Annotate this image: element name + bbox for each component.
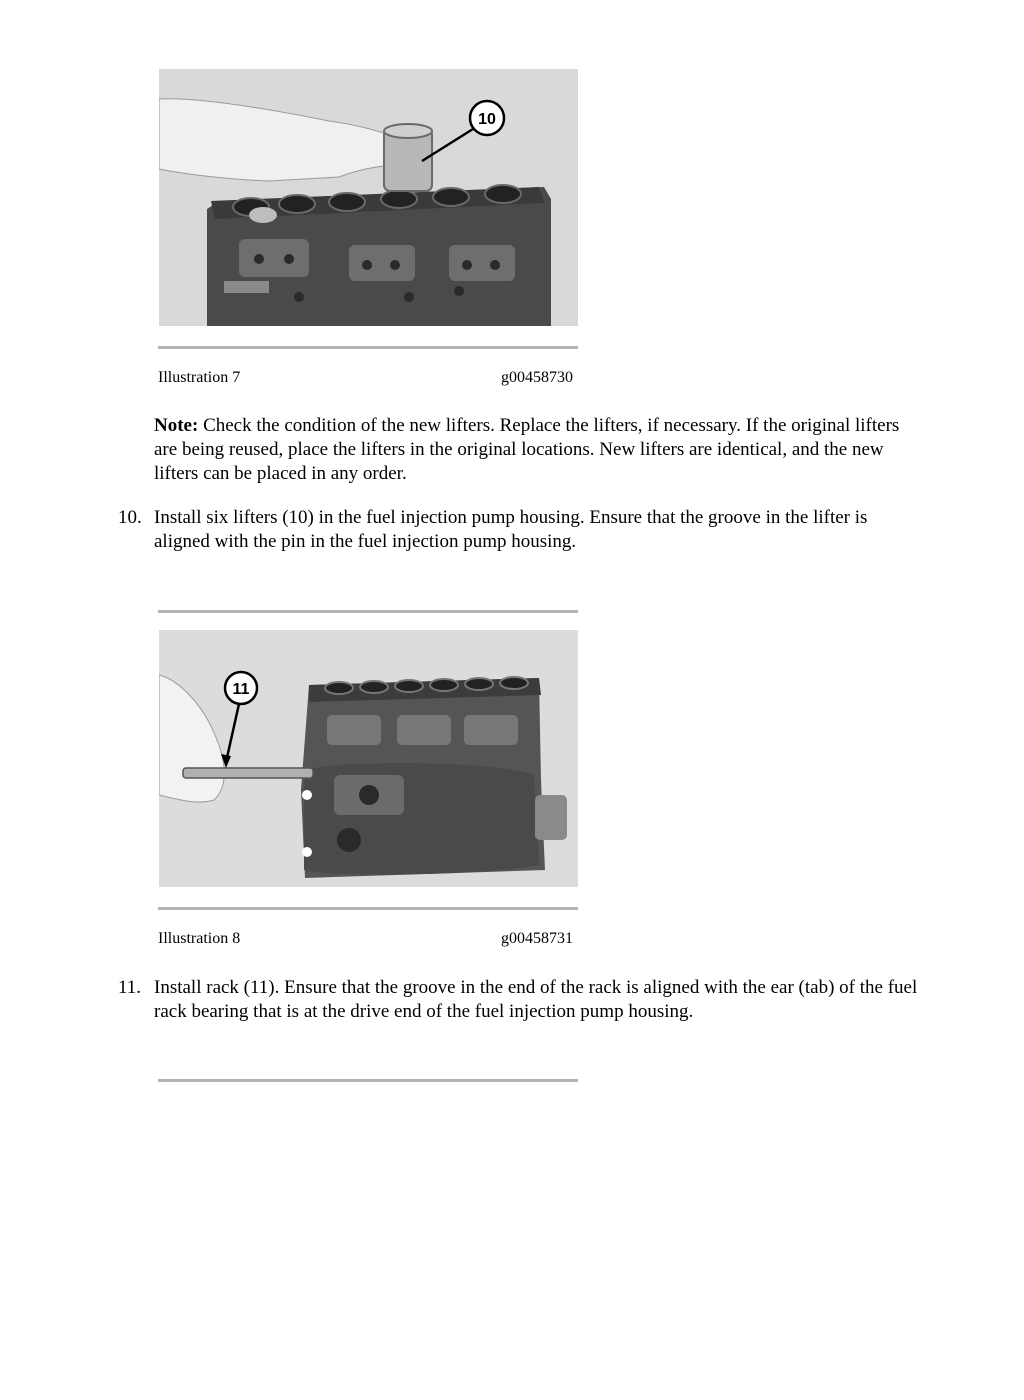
step-10-number: 10. [118,507,142,528]
illustration-8-label: Illustration 8 [158,930,241,947]
illustration-7-code: g00458730 [501,369,573,386]
callout-10-label: 10 [478,111,496,128]
note-paragraph [154,414,924,486]
callout-11-label: 11 [232,681,250,698]
step-11-number: 11. [118,977,142,998]
note-text: Check the condition of the new lifters. Replace the lifters, if necessary. If the original lifters are being reused, place the lifters in the original locations. New lifters are identical, and the new lifters can be placed in any order. [154,415,900,484]
step-10-text: Install six lifters (10) in the fuel injection pump housing. Ensure that the groove in the lifter is aligned with the pin in the fuel injection pump housing. [154,507,868,552]
step-11-text: Install rack (11). Ensure that the groove in the end of the rack is aligned with the ear (tab) of the fuel rack bearing that is at the drive end of the fuel injection pump housing. [154,977,918,1022]
illustration-8-photo [159,630,578,887]
figure-7-divider [158,346,578,349]
illustration-7-label: Illustration 7 [158,369,241,386]
illustration-7-photo [159,69,578,326]
figure-8-top-divider [158,610,578,613]
figure-8-divider [158,907,578,910]
note-label: Note: [154,415,199,436]
illustration-8-code: g00458731 [501,930,573,947]
figure-9-top-divider [158,1079,578,1082]
